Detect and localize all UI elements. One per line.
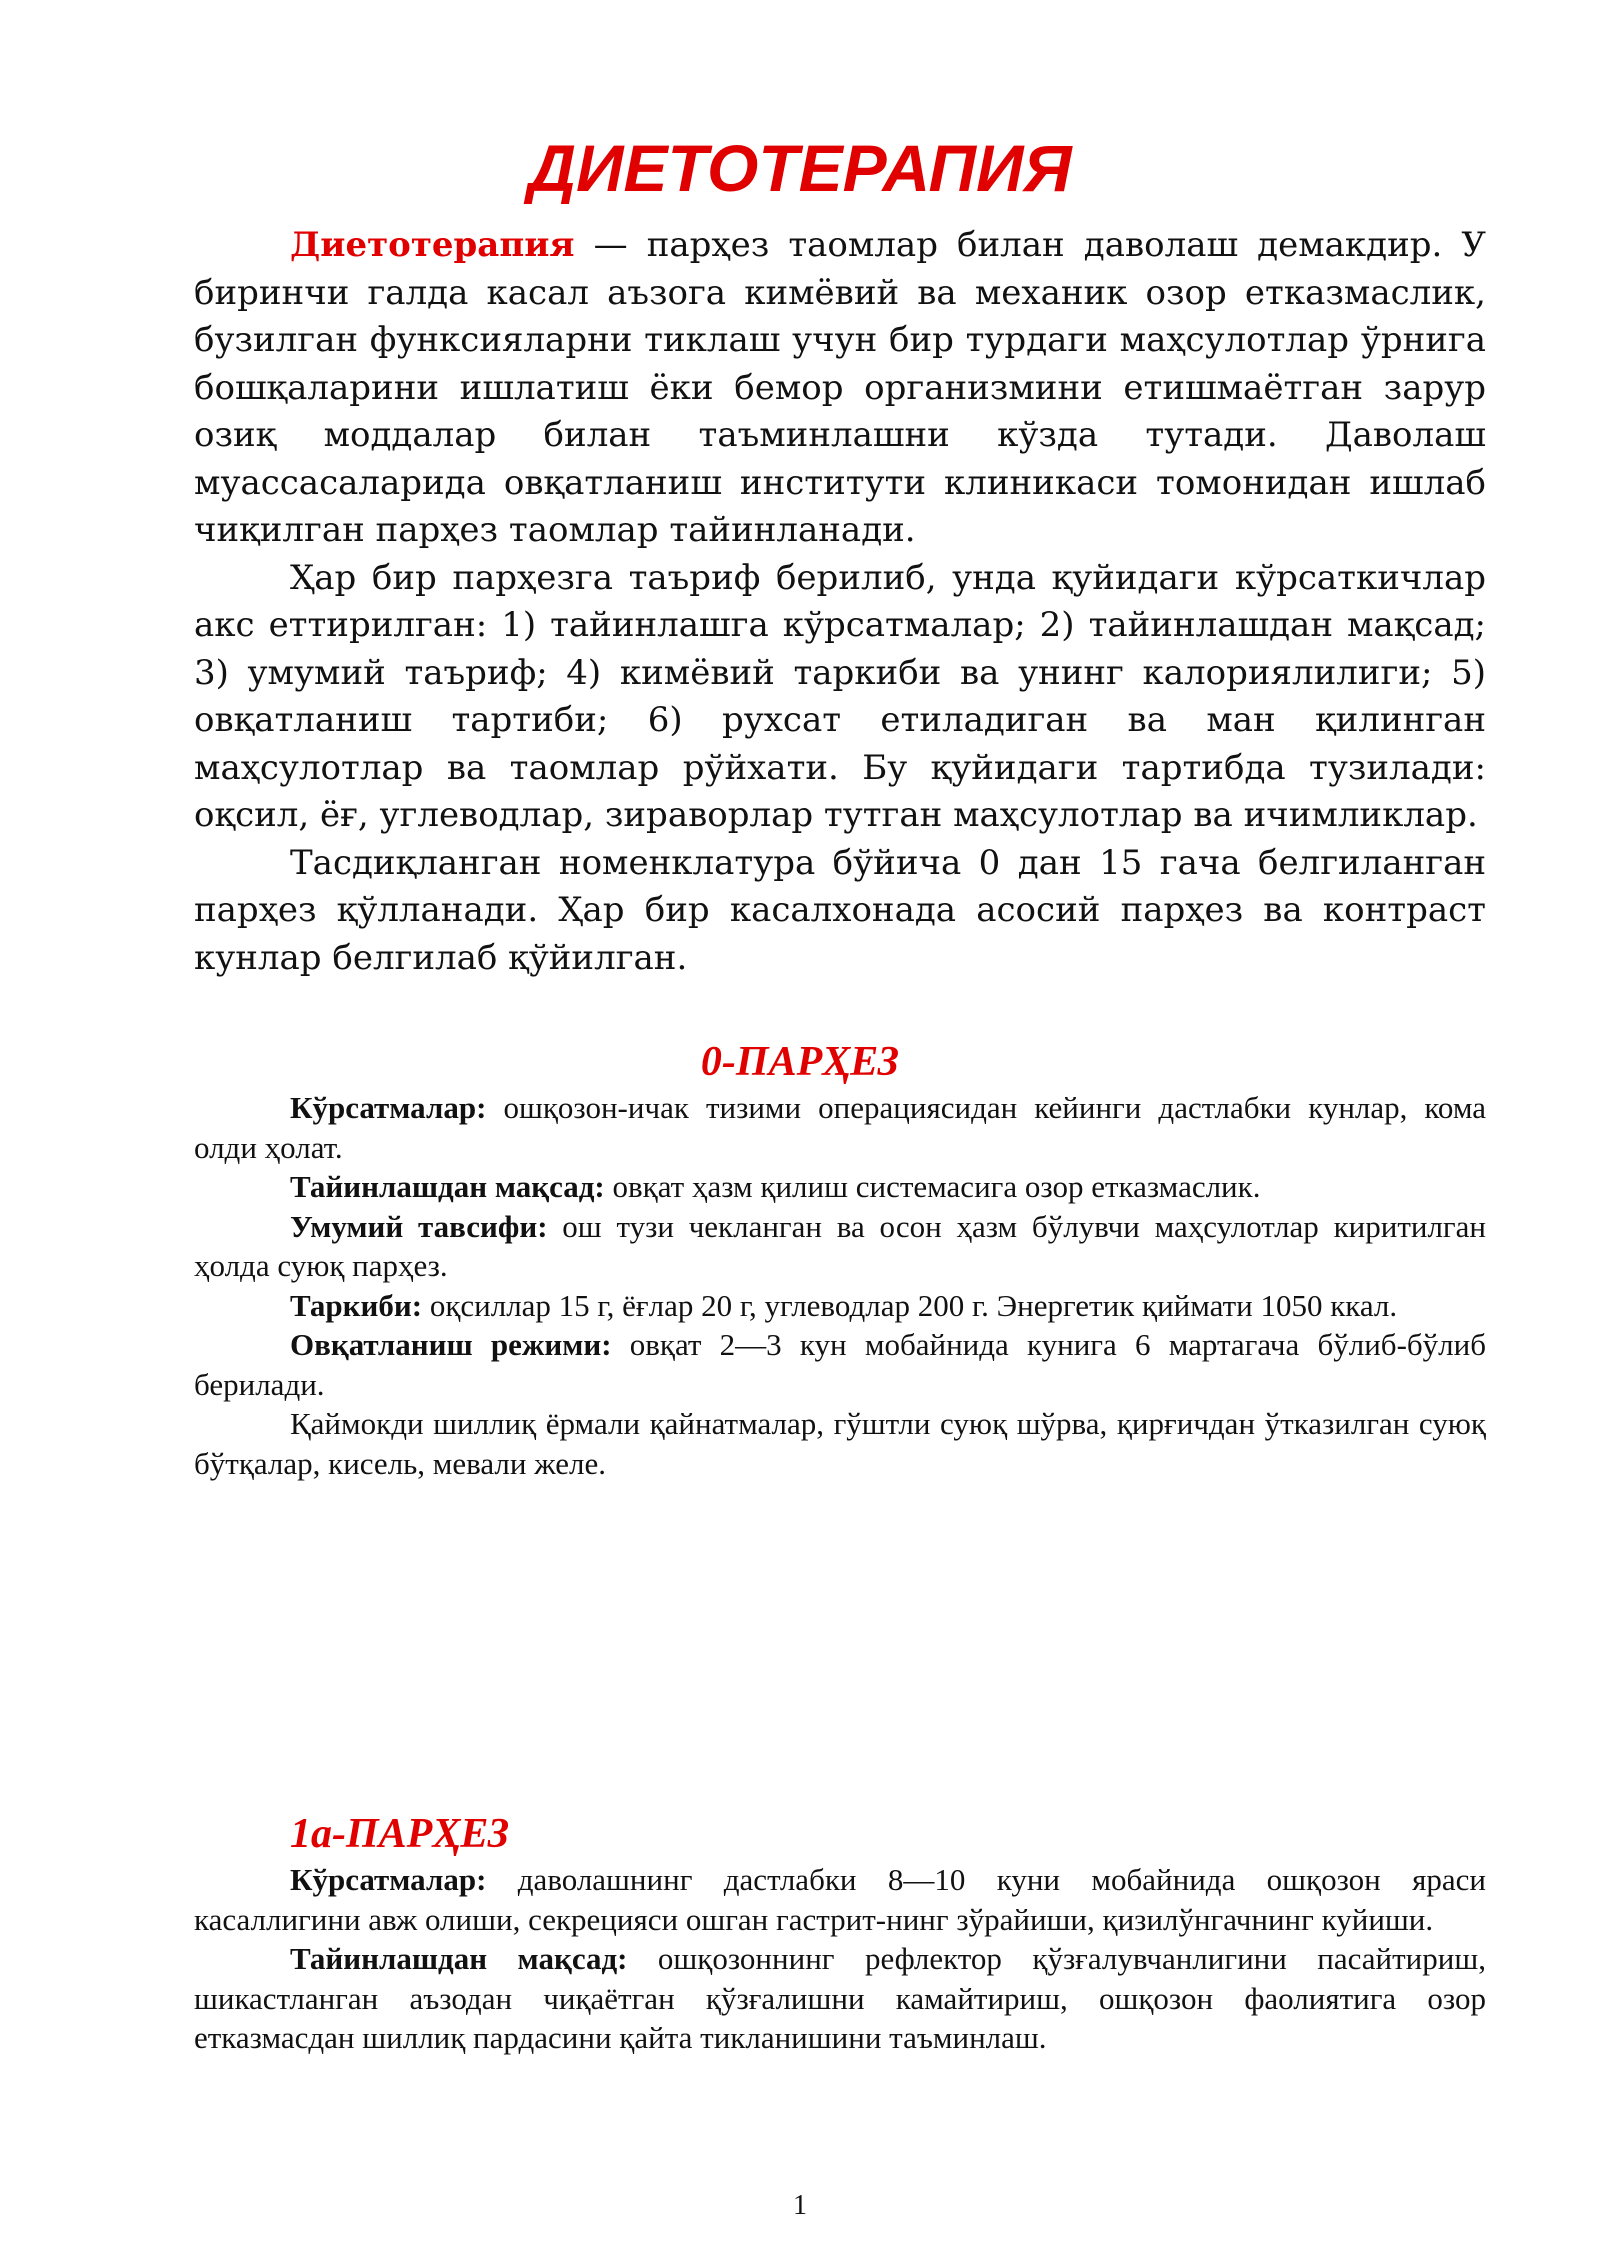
diet-0-composition-label: Таркиби:: [290, 1287, 423, 1323]
diet-1a-purpose-label: Тайинлашдан мақсад:: [290, 1941, 628, 1976]
diet-1a-title: 1а-ПАРҲЕЗ: [290, 1811, 510, 1857]
diet-1a-indications-text: даволашнинг дастлабки 8—10 куни мобайнида ошқозон яраси касаллигини авж олиши, секрецияси ошган гастрит-нинг зўрайиши, қизилўнгачнинг куйиши.: [194, 1862, 1486, 1937]
diet-0-description-label: Умумий тавсифи:: [290, 1208, 548, 1244]
document-title: ДИЕТОТЕРАПИЯ: [528, 131, 1072, 205]
diet-0-indications-label: Кўрсатмалар:: [290, 1090, 487, 1125]
intro-section: [194, 222, 1486, 982]
diet-0-regime: [194, 1325, 1486, 1404]
diet-0-description: [194, 1207, 1486, 1286]
intro-paragraph-3: Тасдиқланган номенклатура бўйича 0 дан 15 гача белгиланган парҳез қўлланади. Ҳар бир касалхонада асосий парҳез ва контраст кунлар белгилаб қўйилган.: [194, 842, 1486, 978]
diet-0-section: [194, 1088, 1486, 1483]
diet-0-purpose-label: Тайинлашдан мақсад:: [290, 1169, 605, 1204]
diet-0-composition-text: оқсиллар 15 г, ёғлар 20 г, углеводлар 200 г. Энергетик қиймати 1050 ккал.: [422, 1287, 1398, 1323]
diet-0-purpose: [194, 1167, 1486, 1207]
diet-0-indications-text: ошқозон-ичак тизими операциясидан кейинги дастлабки кунлар, кома олди ҳолат.: [194, 1090, 1486, 1165]
intro-paragraph-1-text: — парҳез таомлар билан даволаш демакдир. У биринчи галда касал аъзога кимёвий ва механик озор етказмаслик, бузилган функсияларни тиклаш учун бир турдаги маҳсулотлар ўрнига бошқаларини ишлатиш ёки бемор организмини етишмаётган зарур озиқ моддалар билан таъминлашни кўзда тутади. Даволаш муассасаларида овқатланиш институти клиникаси томонидан ишлаб чиқилган парҳез таомлар тайинланади.: [194, 225, 1486, 550]
diet-0-description-text: ош тузи чекланган ва осон ҳазм бўлувчи маҳсулотлар киритилган ҳолда суюқ парҳез.: [194, 1208, 1486, 1283]
diet-0-regime-label: Овқатланиш режими:: [290, 1327, 612, 1362]
page-number: 1: [793, 2190, 807, 2221]
diet-1a-purpose-text: ошқозоннинг рефлектор қўзғалувчанлигини пасайтириш, шикастланган аъзодан чиқаётган қўзғалишни камайтириш, ошқозон фаолиятига озор етказмасдан шиллиқ пардасини қайта тикланишини таъминлаш.: [194, 1941, 1486, 2055]
diet-0-foods: Қаймокди шиллиқ ёрмали қайнатмалар, гўштли суюқ шўрва, қирғичдан ўтказилган суюқ бўтқалар, кисель, мевали желе.: [194, 1406, 1486, 1481]
intro-term: Диетотерапия: [290, 225, 575, 265]
diet-0-composition: [194, 1286, 1486, 1326]
diet-1a-purpose: [194, 1939, 1486, 2058]
diet-1a-indications: [194, 1860, 1486, 1939]
diet-1a-section: [194, 1860, 1486, 2058]
diet-0-purpose-text: овқат ҳазм қилиш системасига озор етказмаслик.: [604, 1169, 1261, 1204]
diet-0-regime-text: овқат 2—3 кун мобайнида кунига 6 мартагача бўлиб-бўлиб берилади.: [194, 1327, 1487, 1402]
diet-0-indications: [194, 1088, 1486, 1167]
intro-paragraph-1: [194, 222, 1486, 555]
intro-paragraph-2: Ҳар бир парҳезга таъриф берилиб, унда қуйидаги кўрсаткичлар акс еттирилган: 1) тайинлашга кўрсатмалар; 2) тайинлашдан мақсад; 3) умумий таъриф; 4) кимёвий таркиби ва унинг калориялилиги; 5) овқатланиш тартиби; 6) рухсат етиладиган ва ман қилинган маҳсулотлар ва таомлар рўйхати. Бу қуйидаги тартибда тузилади: оқсил, ёғ, углеводлар, зираворлар тутган маҳсулотлар ва ичимликлар.: [194, 557, 1486, 835]
diet-1a-indications-label: Кўрсатмалар:: [290, 1862, 487, 1897]
diet-0-title: 0-ПАРҲЕЗ: [700, 1039, 900, 1085]
